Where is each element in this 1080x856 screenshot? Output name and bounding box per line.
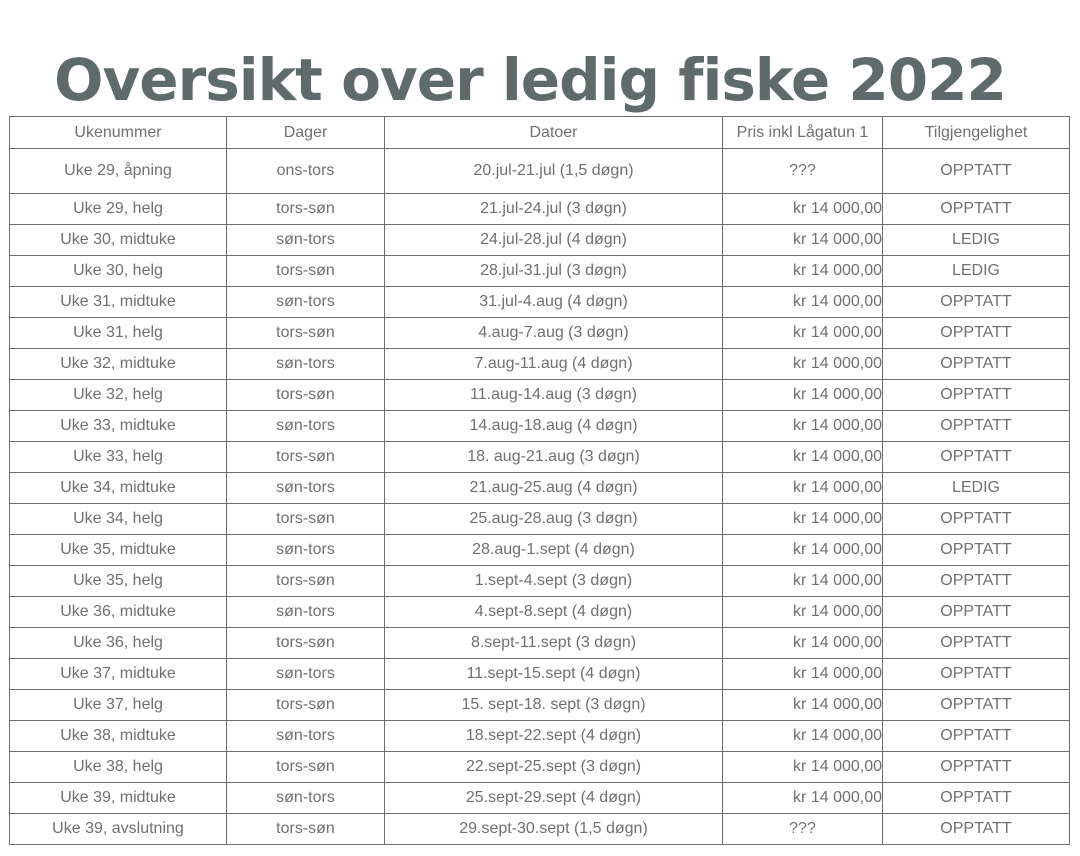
days-cell: tors-søn — [227, 256, 385, 287]
dates-cell: 22.sept-25.sept (3 døgn) — [385, 752, 723, 783]
availability-cell: OPPTATT — [883, 566, 1070, 597]
days-cell: tors-søn — [227, 690, 385, 721]
dates-cell: 25.aug-28.aug (3 døgn) — [385, 504, 723, 535]
price-cell: kr 14 000,00 — [723, 225, 883, 256]
price-cell: kr 14 000,00 — [723, 287, 883, 318]
dates-cell: 4.aug-7.aug (3 døgn) — [385, 318, 723, 349]
price-cell: kr 14 000,00 — [723, 597, 883, 628]
table-row — [10, 194, 1070, 225]
week-cell: Uke 32, midtuke — [10, 349, 227, 380]
availability-cell: OPPTATT — [883, 659, 1070, 690]
table-row — [10, 721, 1070, 752]
table-row — [10, 287, 1070, 318]
availability-cell: OPPTATT — [883, 628, 1070, 659]
week-cell: Uke 31, midtuke — [10, 287, 227, 318]
table-row — [10, 225, 1070, 256]
dates-cell: 28.jul-31.jul (3 døgn) — [385, 256, 723, 287]
availability-cell: OPPTATT — [883, 411, 1070, 442]
price-cell: kr 14 000,00 — [723, 721, 883, 752]
table-row — [10, 628, 1070, 659]
column-header-availability: Tilgjengelighet — [883, 117, 1070, 149]
column-header-dates: Datoer — [385, 117, 723, 149]
table-row — [10, 659, 1070, 690]
table-header-row — [10, 117, 1070, 149]
column-header-week: Ukenummer — [10, 117, 227, 149]
table-row — [10, 814, 1070, 845]
dates-cell: 11.sept-15.sept (4 døgn) — [385, 659, 723, 690]
dates-cell: 4.sept-8.sept (4 døgn) — [385, 597, 723, 628]
availability-cell: OPPTATT — [883, 814, 1070, 845]
days-cell: tors-søn — [227, 752, 385, 783]
dates-cell: 18.sept-22.sept (4 døgn) — [385, 721, 723, 752]
availability-cell: OPPTATT — [883, 597, 1070, 628]
week-cell: Uke 31, helg — [10, 318, 227, 349]
availability-cell: OPPTATT — [883, 783, 1070, 814]
dates-cell: 7.aug-11.aug (4 døgn) — [385, 349, 723, 380]
dates-cell: 18. aug-21.aug (3 døgn) — [385, 442, 723, 473]
days-cell: tors-søn — [227, 380, 385, 411]
table-row — [10, 380, 1070, 411]
price-cell: kr 14 000,00 — [723, 628, 883, 659]
days-cell: søn-tors — [227, 535, 385, 566]
page-title: Oversikt over ledig fiske 2022 — [54, 45, 1006, 114]
week-cell: Uke 32, helg — [10, 380, 227, 411]
week-cell: Uke 35, midtuke — [10, 535, 227, 566]
days-cell: søn-tors — [227, 659, 385, 690]
week-cell: Uke 37, helg — [10, 690, 227, 721]
week-cell: Uke 37, midtuke — [10, 659, 227, 690]
table-row — [10, 597, 1070, 628]
dates-cell: 31.jul-4.aug (4 døgn) — [385, 287, 723, 318]
dates-cell: 24.jul-28.jul (4 døgn) — [385, 225, 723, 256]
dates-cell: 8.sept-11.sept (3 døgn) — [385, 628, 723, 659]
price-cell: kr 14 000,00 — [723, 442, 883, 473]
table-row — [10, 318, 1070, 349]
price-cell: kr 14 000,00 — [723, 380, 883, 411]
days-cell: tors-søn — [227, 442, 385, 473]
price-cell: kr 14 000,00 — [723, 194, 883, 225]
availability-cell: OPPTATT — [883, 504, 1070, 535]
dates-cell: 1.sept-4.sept (3 døgn) — [385, 566, 723, 597]
week-cell: Uke 30, midtuke — [10, 225, 227, 256]
table-body — [10, 149, 1070, 845]
days-cell: tors-søn — [227, 504, 385, 535]
dates-cell: 21.aug-25.aug (4 døgn) — [385, 473, 723, 504]
dates-cell: 29.sept-30.sept (1,5 døgn) — [385, 814, 723, 845]
availability-cell: OPPTATT — [883, 194, 1070, 225]
table-row — [10, 442, 1070, 473]
table-row — [10, 411, 1070, 442]
week-cell: Uke 38, midtuke — [10, 721, 227, 752]
availability-cell: OPPTATT — [883, 318, 1070, 349]
days-cell: tors-søn — [227, 566, 385, 597]
table-row — [10, 149, 1070, 194]
days-cell: søn-tors — [227, 473, 385, 504]
days-cell: søn-tors — [227, 597, 385, 628]
price-cell: kr 14 000,00 — [723, 504, 883, 535]
availability-cell: OPPTATT — [883, 149, 1070, 194]
days-cell: tors-søn — [227, 628, 385, 659]
dates-cell: 25.sept-29.sept (4 døgn) — [385, 783, 723, 814]
days-cell: søn-tors — [227, 349, 385, 380]
price-cell: kr 14 000,00 — [723, 690, 883, 721]
availability-cell: OPPTATT — [883, 535, 1070, 566]
days-cell: søn-tors — [227, 783, 385, 814]
days-cell: tors-søn — [227, 814, 385, 845]
table-row — [10, 473, 1070, 504]
dates-cell: 20.jul-21.jul (1,5 døgn) — [385, 149, 723, 194]
days-cell: tors-søn — [227, 318, 385, 349]
availability-cell: OPPTATT — [883, 349, 1070, 380]
dates-cell: 15. sept-18. sept (3 døgn) — [385, 690, 723, 721]
table-row — [10, 566, 1070, 597]
availability-cell: OPPTATT — [883, 442, 1070, 473]
table-row — [10, 752, 1070, 783]
price-cell: kr 14 000,00 — [723, 318, 883, 349]
days-cell: søn-tors — [227, 225, 385, 256]
availability-cell: LEDIG — [883, 225, 1070, 256]
availability-cell: LEDIG — [883, 473, 1070, 504]
price-cell: kr 14 000,00 — [723, 349, 883, 380]
availability-cell: LEDIG — [883, 256, 1070, 287]
week-cell: Uke 33, helg — [10, 442, 227, 473]
week-cell: Uke 30, helg — [10, 256, 227, 287]
price-cell: kr 14 000,00 — [723, 473, 883, 504]
dates-cell: 11.aug-14.aug (3 døgn) — [385, 380, 723, 411]
table-row — [10, 349, 1070, 380]
price-cell: kr 14 000,00 — [723, 411, 883, 442]
dates-cell: 28.aug-1.sept (4 døgn) — [385, 535, 723, 566]
availability-cell: OPPTATT — [883, 287, 1070, 318]
price-cell: kr 14 000,00 — [723, 256, 883, 287]
price-cell: kr 14 000,00 — [723, 659, 883, 690]
table-row — [10, 690, 1070, 721]
availability-cell: OPPTATT — [883, 690, 1070, 721]
dates-cell: 21.jul-24.jul (3 døgn) — [385, 194, 723, 225]
price-cell: ??? — [723, 814, 883, 845]
week-cell: Uke 34, helg — [10, 504, 227, 535]
week-cell: Uke 33, midtuke — [10, 411, 227, 442]
table-row — [10, 535, 1070, 566]
week-cell: Uke 39, avslutning — [10, 814, 227, 845]
price-cell: kr 14 000,00 — [723, 566, 883, 597]
availability-cell: OPPTATT — [883, 380, 1070, 411]
availability-table — [9, 116, 1070, 845]
table-row — [10, 504, 1070, 535]
price-cell: kr 14 000,00 — [723, 783, 883, 814]
column-header-price: Pris inkl Lågatun 1 — [723, 117, 883, 149]
days-cell: ons-tors — [227, 149, 385, 194]
table-row — [10, 256, 1070, 287]
days-cell: tors-søn — [227, 194, 385, 225]
price-cell: ??? — [723, 149, 883, 194]
days-cell: søn-tors — [227, 721, 385, 752]
price-cell: kr 14 000,00 — [723, 752, 883, 783]
week-cell: Uke 38, helg — [10, 752, 227, 783]
availability-cell: OPPTATT — [883, 721, 1070, 752]
column-header-days: Dager — [227, 117, 385, 149]
week-cell: Uke 29, helg — [10, 194, 227, 225]
table-row — [10, 783, 1070, 814]
days-cell: søn-tors — [227, 287, 385, 318]
availability-cell: OPPTATT — [883, 752, 1070, 783]
days-cell: søn-tors — [227, 411, 385, 442]
dates-cell: 14.aug-18.aug (4 døgn) — [385, 411, 723, 442]
week-cell: Uke 29, åpning — [10, 149, 227, 194]
week-cell: Uke 36, midtuke — [10, 597, 227, 628]
week-cell: Uke 35, helg — [10, 566, 227, 597]
price-cell: kr 14 000,00 — [723, 535, 883, 566]
week-cell: Uke 39, midtuke — [10, 783, 227, 814]
week-cell: Uke 36, helg — [10, 628, 227, 659]
week-cell: Uke 34, midtuke — [10, 473, 227, 504]
